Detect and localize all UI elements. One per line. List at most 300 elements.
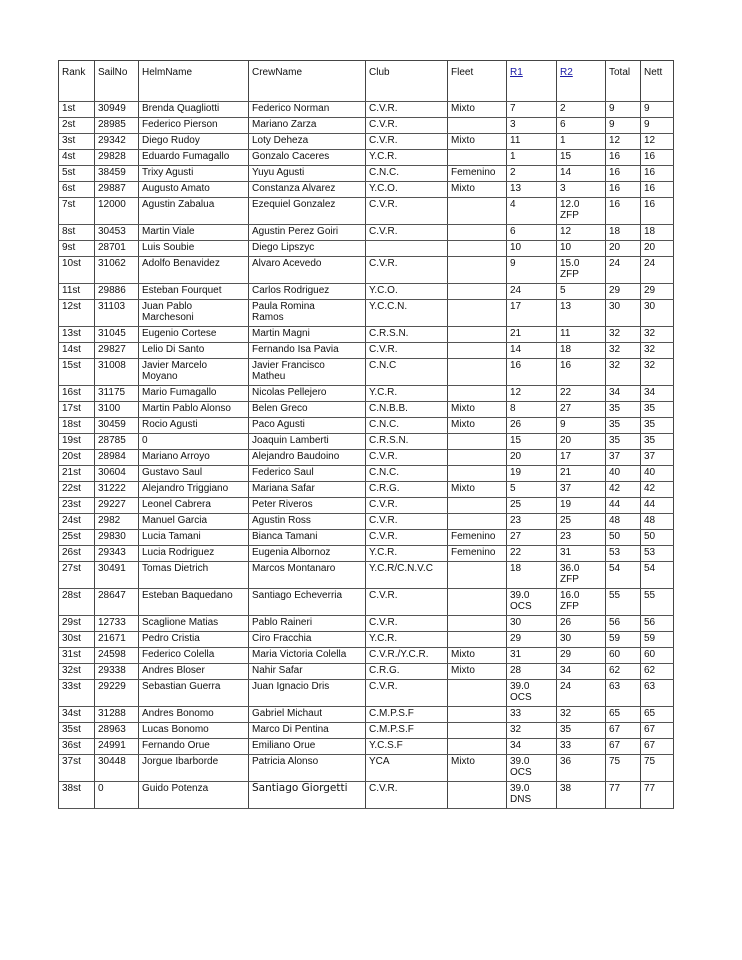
cell-helm: Lucas Bonomo <box>139 723 249 739</box>
cell-club: C.N.C. <box>366 418 448 434</box>
cell-nett: 9 <box>641 102 674 118</box>
cell-sailno: 31103 <box>95 300 139 327</box>
cell-r2: 34 <box>557 664 606 680</box>
cell-total: 12 <box>606 134 641 150</box>
table-row <box>59 300 674 327</box>
cell-total: 16 <box>606 198 641 225</box>
cell-club: C.V.R./Y.C.R. <box>366 648 448 664</box>
cell-club: C.V.R. <box>366 498 448 514</box>
cell-crew: Santiago Giorgetti <box>249 782 366 809</box>
table-row <box>59 498 674 514</box>
cell-r1: 17 <box>507 300 557 327</box>
cell-crew: Marco Di Pentina <box>249 723 366 739</box>
cell-sailno: 28647 <box>95 589 139 616</box>
cell-rank: 23st <box>59 498 95 514</box>
cell-crew: Gabriel Michaut <box>249 707 366 723</box>
cell-r1: 27 <box>507 530 557 546</box>
cell-fleet <box>448 327 507 343</box>
cell-total: 32 <box>606 359 641 386</box>
cell-rank: 27st <box>59 562 95 589</box>
cell-r1: 5 <box>507 482 557 498</box>
table-row <box>59 782 674 809</box>
cell-r2: 36 <box>557 755 606 782</box>
cell-sailno: 21671 <box>95 632 139 648</box>
cell-helm: Federico Colella <box>139 648 249 664</box>
cell-crew: Juan Ignacio Dris <box>249 680 366 707</box>
cell-crew: Patricia Alonso <box>249 755 366 782</box>
cell-nett: 12 <box>641 134 674 150</box>
cell-fleet <box>448 198 507 225</box>
cell-total: 48 <box>606 514 641 530</box>
cell-nett: 16 <box>641 182 674 198</box>
table-row <box>59 182 674 198</box>
cell-total: 50 <box>606 530 641 546</box>
table-row <box>59 616 674 632</box>
cell-crew: Federico Norman <box>249 102 366 118</box>
cell-rank: 31st <box>59 648 95 664</box>
cell-r2: 15 <box>557 150 606 166</box>
cell-helm: Lelio Di Santo <box>139 343 249 359</box>
cell-crew: Marcos Montanaro <box>249 562 366 589</box>
cell-helm: Trixy Agusti <box>139 166 249 182</box>
cell-r2: 37 <box>557 482 606 498</box>
table-row <box>59 466 674 482</box>
cell-helm: Agustin Zabalua <box>139 198 249 225</box>
table-row <box>59 118 674 134</box>
cell-total: 16 <box>606 150 641 166</box>
cell-club: Y.C.R. <box>366 386 448 402</box>
cell-club: C.V.R. <box>366 589 448 616</box>
cell-r2: 27 <box>557 402 606 418</box>
cell-sailno: 29887 <box>95 182 139 198</box>
cell-rank: 8st <box>59 225 95 241</box>
cell-helm: Pedro Cristia <box>139 632 249 648</box>
cell-nett: 24 <box>641 257 674 284</box>
cell-nett: 56 <box>641 616 674 632</box>
cell-r1: 26 <box>507 418 557 434</box>
cell-r2: 21 <box>557 466 606 482</box>
cell-sailno: 29338 <box>95 664 139 680</box>
cell-sailno: 30491 <box>95 562 139 589</box>
cell-total: 67 <box>606 739 641 755</box>
cell-nett: 63 <box>641 680 674 707</box>
cell-total: 9 <box>606 118 641 134</box>
cell-nett: 42 <box>641 482 674 498</box>
cell-club: C.N.B.B. <box>366 402 448 418</box>
cell-sailno: 30453 <box>95 225 139 241</box>
cell-r1: 24 <box>507 284 557 300</box>
cell-club: C.V.R. <box>366 118 448 134</box>
cell-helm: Esteban Fourquet <box>139 284 249 300</box>
cell-fleet <box>448 723 507 739</box>
cell-total: 59 <box>606 632 641 648</box>
cell-rank: 19st <box>59 434 95 450</box>
cell-helm: Andres Bonomo <box>139 707 249 723</box>
table-row <box>59 418 674 434</box>
cell-sailno: 24991 <box>95 739 139 755</box>
cell-sailno: 31062 <box>95 257 139 284</box>
cell-helm: Javier Marcelo Moyano <box>139 359 249 386</box>
cell-r1: 39.0 OCS <box>507 680 557 707</box>
cell-crew: Mariano Zarza <box>249 118 366 134</box>
cell-nett: 54 <box>641 562 674 589</box>
header-row <box>59 61 674 102</box>
cell-fleet <box>448 498 507 514</box>
col-r1 <box>507 61 557 102</box>
cell-r1: 12 <box>507 386 557 402</box>
cell-club: C.N.C. <box>366 166 448 182</box>
cell-crew: Alvaro Acevedo <box>249 257 366 284</box>
cell-sailno: 29830 <box>95 530 139 546</box>
col-r2 <box>557 61 606 102</box>
table-row <box>59 482 674 498</box>
cell-r2: 26 <box>557 616 606 632</box>
cell-crew: Belen Greco <box>249 402 366 418</box>
cell-rank: 16st <box>59 386 95 402</box>
cell-helm: Rocio Agusti <box>139 418 249 434</box>
cell-fleet: Mixto <box>448 482 507 498</box>
cell-r1: 39.0 OCS <box>507 589 557 616</box>
cell-nett: 32 <box>641 327 674 343</box>
cell-nett: 32 <box>641 343 674 359</box>
cell-helm: Juan Pablo Marchesoni <box>139 300 249 327</box>
cell-sailno: 30604 <box>95 466 139 482</box>
cell-fleet <box>448 632 507 648</box>
cell-rank: 26st <box>59 546 95 562</box>
cell-r1: 33 <box>507 707 557 723</box>
cell-rank: 18st <box>59 418 95 434</box>
cell-total: 75 <box>606 755 641 782</box>
cell-fleet: Femenino <box>448 530 507 546</box>
cell-crew: Agustin Perez Goiri <box>249 225 366 241</box>
cell-r1: 6 <box>507 225 557 241</box>
cell-r2: 20 <box>557 434 606 450</box>
cell-rank: 2st <box>59 118 95 134</box>
cell-r1: 7 <box>507 102 557 118</box>
cell-r2: 29 <box>557 648 606 664</box>
col-helmname: HelmName <box>139 61 249 102</box>
cell-helm: Eduardo Fumagallo <box>139 150 249 166</box>
cell-r1: 39.0 DNS <box>507 782 557 809</box>
cell-r1: 20 <box>507 450 557 466</box>
cell-sailno: 28963 <box>95 723 139 739</box>
race-1-link[interactable]: R1 <box>510 67 523 78</box>
cell-r1: 34 <box>507 739 557 755</box>
cell-sailno: 28785 <box>95 434 139 450</box>
cell-total: 18 <box>606 225 641 241</box>
table-row <box>59 723 674 739</box>
cell-rank: 15st <box>59 359 95 386</box>
cell-helm: Scaglione Matias <box>139 616 249 632</box>
cell-fleet <box>448 782 507 809</box>
cell-fleet: Mixto <box>448 134 507 150</box>
cell-nett: 16 <box>641 166 674 182</box>
cell-helm: Diego Rudoy <box>139 134 249 150</box>
cell-nett: 59 <box>641 632 674 648</box>
cell-rank: 29st <box>59 616 95 632</box>
cell-r2: 36.0 ZFP <box>557 562 606 589</box>
cell-rank: 1st <box>59 102 95 118</box>
cell-r1: 25 <box>507 498 557 514</box>
cell-total: 67 <box>606 723 641 739</box>
cell-r2: 16.0 ZFP <box>557 589 606 616</box>
cell-helm: 0 <box>139 434 249 450</box>
cell-r1: 13 <box>507 182 557 198</box>
col-rank: Rank <box>59 61 95 102</box>
table-row <box>59 257 674 284</box>
cell-crew: Ciro Fracchia <box>249 632 366 648</box>
cell-fleet <box>448 680 507 707</box>
cell-helm: Mariano Arroyo <box>139 450 249 466</box>
table-row <box>59 198 674 225</box>
cell-helm: Martin Viale <box>139 225 249 241</box>
cell-sailno: 29229 <box>95 680 139 707</box>
table-row <box>59 648 674 664</box>
cell-sailno: 29828 <box>95 150 139 166</box>
cell-rank: 3st <box>59 134 95 150</box>
cell-nett: 62 <box>641 664 674 680</box>
cell-crew: Peter Riveros <box>249 498 366 514</box>
cell-helm: Esteban Baquedano <box>139 589 249 616</box>
cell-r1: 8 <box>507 402 557 418</box>
cell-club: C.V.R. <box>366 530 448 546</box>
cell-rank: 32st <box>59 664 95 680</box>
cell-crew: Paula Romina Ramos <box>249 300 366 327</box>
cell-helm: Manuel Garcia <box>139 514 249 530</box>
cell-helm: Federico Pierson <box>139 118 249 134</box>
cell-rank: 33st <box>59 680 95 707</box>
cell-rank: 5st <box>59 166 95 182</box>
cell-r1: 10 <box>507 241 557 257</box>
cell-club: C.R.S.N. <box>366 434 448 450</box>
table-row <box>59 562 674 589</box>
cell-sailno: 30459 <box>95 418 139 434</box>
cell-crew: Santiago Echeverria <box>249 589 366 616</box>
cell-total: 34 <box>606 386 641 402</box>
cell-helm: Brenda Quagliotti <box>139 102 249 118</box>
cell-crew: Eugenia Albornoz <box>249 546 366 562</box>
cell-fleet <box>448 300 507 327</box>
cell-fleet <box>448 343 507 359</box>
col-sailno: SailNo <box>95 61 139 102</box>
cell-r1: 21 <box>507 327 557 343</box>
cell-helm: Luis Soubie <box>139 241 249 257</box>
table-row <box>59 632 674 648</box>
cell-total: 42 <box>606 482 641 498</box>
cell-fleet <box>448 739 507 755</box>
cell-total: 35 <box>606 418 641 434</box>
cell-crew: Nicolas Pellejero <box>249 386 366 402</box>
cell-crew: Alejandro Baudoino <box>249 450 366 466</box>
cell-r1: 22 <box>507 546 557 562</box>
cell-club: Y.C.R. <box>366 546 448 562</box>
cell-r1: 11 <box>507 134 557 150</box>
cell-r1: 3 <box>507 118 557 134</box>
cell-r2: 33 <box>557 739 606 755</box>
cell-club: C.V.R. <box>366 680 448 707</box>
cell-total: 30 <box>606 300 641 327</box>
cell-club: C.R.G. <box>366 664 448 680</box>
table-row <box>59 386 674 402</box>
race-2-link[interactable]: R2 <box>560 67 573 78</box>
cell-fleet: Femenino <box>448 166 507 182</box>
cell-nett: 44 <box>641 498 674 514</box>
cell-helm: Martin Pablo Alonso <box>139 402 249 418</box>
cell-nett: 55 <box>641 589 674 616</box>
cell-crew: Emiliano Orue <box>249 739 366 755</box>
cell-sailno: 2982 <box>95 514 139 530</box>
cell-rank: 17st <box>59 402 95 418</box>
cell-helm: Gustavo Saul <box>139 466 249 482</box>
cell-fleet <box>448 707 507 723</box>
cell-r1: 16 <box>507 359 557 386</box>
cell-club: C.N.C. <box>366 466 448 482</box>
cell-sailno: 31008 <box>95 359 139 386</box>
cell-nett: 67 <box>641 739 674 755</box>
cell-nett: 35 <box>641 418 674 434</box>
cell-nett: 16 <box>641 150 674 166</box>
cell-sailno: 28701 <box>95 241 139 257</box>
cell-r2: 35 <box>557 723 606 739</box>
cell-rank: 25st <box>59 530 95 546</box>
cell-nett: 48 <box>641 514 674 530</box>
cell-rank: 34st <box>59 707 95 723</box>
cell-nett: 40 <box>641 466 674 482</box>
cell-nett: 30 <box>641 300 674 327</box>
table-row <box>59 755 674 782</box>
cell-total: 77 <box>606 782 641 809</box>
cell-total: 44 <box>606 498 641 514</box>
cell-sailno: 28984 <box>95 450 139 466</box>
cell-club: C.V.R. <box>366 225 448 241</box>
cell-sailno: 0 <box>95 782 139 809</box>
cell-r1: 9 <box>507 257 557 284</box>
cell-r2: 31 <box>557 546 606 562</box>
cell-sailno: 30448 <box>95 755 139 782</box>
cell-crew: Ezequiel Gonzalez <box>249 198 366 225</box>
cell-club: C.M.P.S.F <box>366 723 448 739</box>
cell-sailno: 28985 <box>95 118 139 134</box>
cell-club: Y.C.R. <box>366 150 448 166</box>
cell-total: 60 <box>606 648 641 664</box>
cell-crew: Constanza Alvarez <box>249 182 366 198</box>
cell-helm: Lucia Rodriguez <box>139 546 249 562</box>
cell-crew: Yuyu Agusti <box>249 166 366 182</box>
cell-nett: 16 <box>641 198 674 225</box>
cell-nett: 34 <box>641 386 674 402</box>
cell-rank: 37st <box>59 755 95 782</box>
cell-nett: 65 <box>641 707 674 723</box>
cell-nett: 35 <box>641 434 674 450</box>
cell-sailno: 29342 <box>95 134 139 150</box>
col-fleet: Fleet <box>448 61 507 102</box>
cell-total: 55 <box>606 589 641 616</box>
cell-rank: 28st <box>59 589 95 616</box>
cell-helm: Andres Bloser <box>139 664 249 680</box>
cell-club: C.V.R. <box>366 257 448 284</box>
table-row <box>59 546 674 562</box>
cell-r1: 15 <box>507 434 557 450</box>
cell-fleet <box>448 118 507 134</box>
cell-fleet <box>448 616 507 632</box>
col-total: Total <box>606 61 641 102</box>
cell-rank: 12st <box>59 300 95 327</box>
cell-club: C.M.P.S.F <box>366 707 448 723</box>
table-row <box>59 225 674 241</box>
cell-total: 63 <box>606 680 641 707</box>
cell-r2: 10 <box>557 241 606 257</box>
cell-nett: 20 <box>641 241 674 257</box>
cell-r2: 15.0 ZFP <box>557 257 606 284</box>
cell-crew: Martin Magni <box>249 327 366 343</box>
cell-r2: 14 <box>557 166 606 182</box>
cell-fleet <box>448 386 507 402</box>
cell-club: Y.C.O. <box>366 284 448 300</box>
cell-club: Y.C.R/C.N.V.C <box>366 562 448 589</box>
table-row <box>59 327 674 343</box>
cell-total: 35 <box>606 402 641 418</box>
cell-r1: 4 <box>507 198 557 225</box>
cell-sailno: 38459 <box>95 166 139 182</box>
cell-total: 20 <box>606 241 641 257</box>
cell-nett: 53 <box>641 546 674 562</box>
cell-helm: Jorgue Ibarborde <box>139 755 249 782</box>
cell-nett: 35 <box>641 402 674 418</box>
cell-rank: 13st <box>59 327 95 343</box>
cell-rank: 38st <box>59 782 95 809</box>
cell-rank: 10st <box>59 257 95 284</box>
table-row <box>59 450 674 466</box>
table-row <box>59 530 674 546</box>
cell-total: 32 <box>606 327 641 343</box>
cell-nett: 75 <box>641 755 674 782</box>
cell-helm: Leonel Cabrera <box>139 498 249 514</box>
cell-r1: 39.0 OCS <box>507 755 557 782</box>
cell-r1: 2 <box>507 166 557 182</box>
cell-rank: 20st <box>59 450 95 466</box>
cell-r1: 18 <box>507 562 557 589</box>
cell-sailno: 31045 <box>95 327 139 343</box>
cell-club: C.V.R. <box>366 198 448 225</box>
cell-nett: 77 <box>641 782 674 809</box>
cell-r2: 22 <box>557 386 606 402</box>
cell-nett: 29 <box>641 284 674 300</box>
cell-nett: 32 <box>641 359 674 386</box>
cell-fleet <box>448 150 507 166</box>
cell-club: C.N.C <box>366 359 448 386</box>
cell-total: 16 <box>606 182 641 198</box>
cell-sailno: 31288 <box>95 707 139 723</box>
cell-r2: 18 <box>557 343 606 359</box>
cell-crew: Agustin Ross <box>249 514 366 530</box>
cell-r2: 25 <box>557 514 606 530</box>
cell-rank: 11st <box>59 284 95 300</box>
cell-crew: Bianca Tamani <box>249 530 366 546</box>
cell-nett: 60 <box>641 648 674 664</box>
cell-total: 56 <box>606 616 641 632</box>
cell-r2: 1 <box>557 134 606 150</box>
cell-total: 9 <box>606 102 641 118</box>
cell-r2: 11 <box>557 327 606 343</box>
cell-r2: 24 <box>557 680 606 707</box>
cell-crew: Nahir Safar <box>249 664 366 680</box>
table-row <box>59 514 674 530</box>
cell-club: Y.C.C.N. <box>366 300 448 327</box>
cell-fleet: Femenino <box>448 546 507 562</box>
cell-total: 24 <box>606 257 641 284</box>
cell-fleet <box>448 241 507 257</box>
cell-club: C.V.R. <box>366 514 448 530</box>
